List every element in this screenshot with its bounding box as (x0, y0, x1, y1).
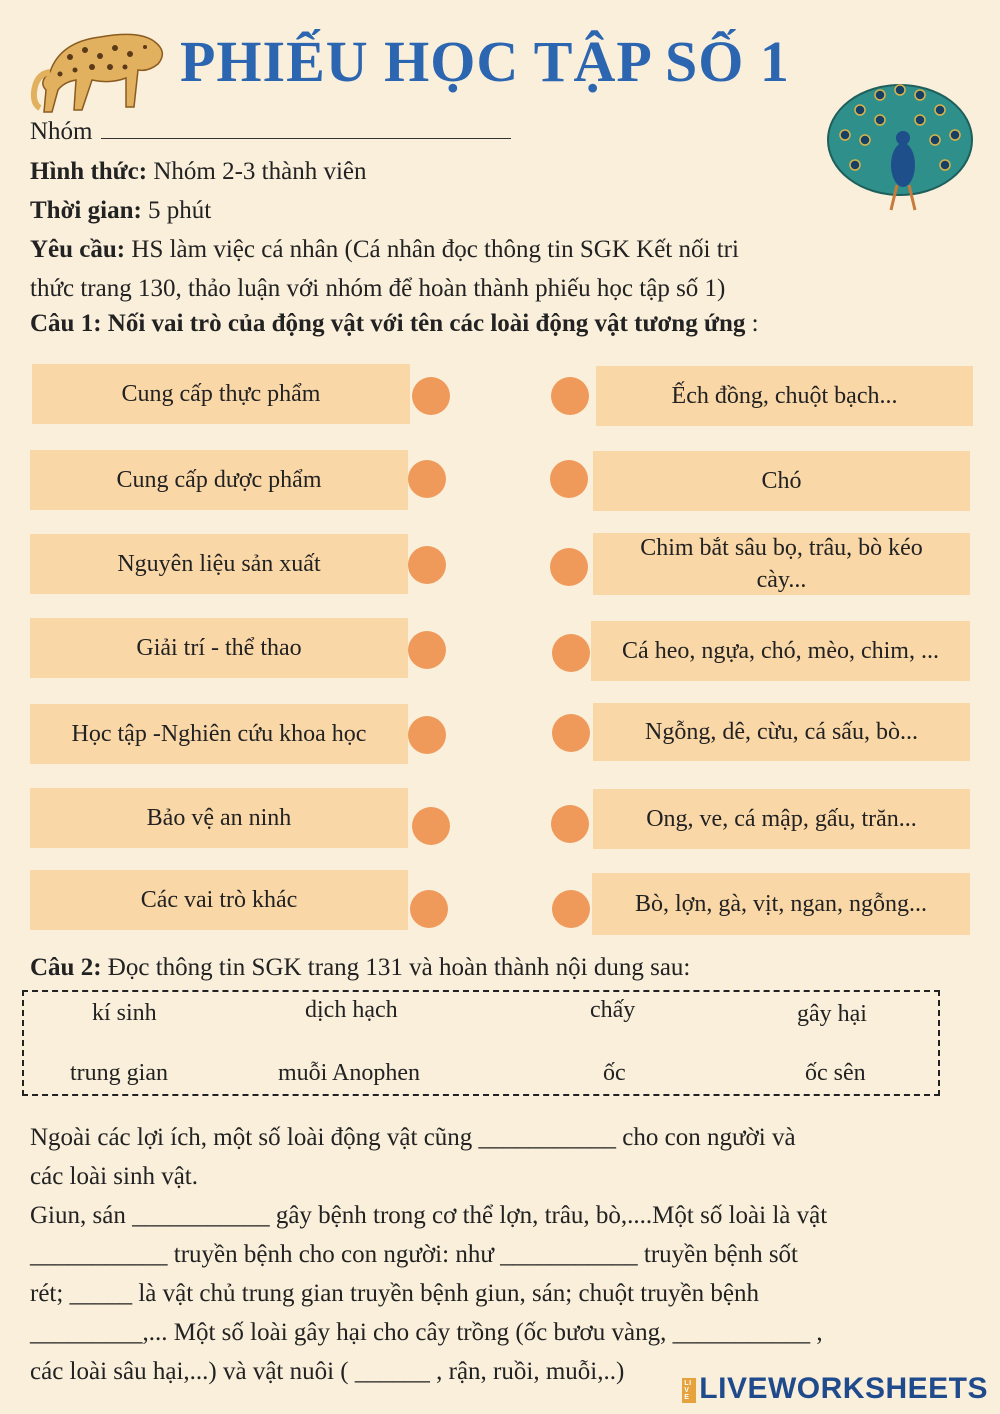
left-item-7[interactable]: Các vai trò khác (30, 870, 408, 930)
page-title: PHIẾU HỌC TẬP SỐ 1 (180, 29, 790, 94)
left-dot-2[interactable] (408, 460, 446, 498)
time-value: 5 phút (141, 197, 212, 224)
requirement-line-2: thức trang 130, thảo luận với nhóm để hoàn thành phiếu học tập số 1) (30, 275, 726, 302)
left-item-5[interactable]: Học tập -Nghiên cứu khoa học (30, 704, 408, 764)
right-dot-5[interactable] (552, 714, 590, 752)
paragraph-line-6: _________,... Một số loài gây hại cho cây trồng (ốc bươu vàng, ___________ , (30, 1319, 823, 1346)
right-dot-2[interactable] (550, 460, 588, 498)
right-dot-6[interactable] (551, 805, 589, 843)
left-dot-1[interactable] (412, 377, 450, 415)
paragraph-line-5: rét; _____ là vật chủ trung gian truyền bệnh giun, sán; chuột truyền bệnh (30, 1280, 759, 1307)
word-oc-sen[interactable]: ốc sên (805, 1060, 866, 1086)
word-ki-sinh[interactable]: kí sinh (92, 1000, 157, 1026)
left-item-6[interactable]: Bảo vệ an ninh (30, 788, 408, 848)
left-item-4[interactable]: Giải trí - thể thao (30, 618, 408, 678)
peacock-illustration (825, 80, 975, 215)
format-value: Nhóm 2-3 thành viên (147, 158, 367, 185)
right-item-2[interactable]: Chó (593, 451, 970, 511)
word-oc[interactable]: ốc (603, 1060, 626, 1086)
left-item-3[interactable]: Nguyên liệu sản xuất (30, 534, 408, 594)
right-item-4[interactable]: Cá heo, ngựa, chó, mèo, chim, ... (591, 621, 970, 681)
requirement-line-1 (30, 236, 739, 264)
paragraph-line-7: các loài sâu hại,...) và vật nuôi ( ______ , rận, ruồi, muỗi,..) (30, 1358, 625, 1385)
right-item-3[interactable]: Chim bắt sâu bọ, trâu, bò kéo cày... (593, 533, 970, 595)
word-trung-gian[interactable]: trung gian (70, 1060, 168, 1086)
right-item-1[interactable]: Ếch đồng, chuột bạch... (596, 366, 973, 426)
left-dot-7[interactable] (410, 890, 448, 928)
word-dich-hach[interactable]: dịch hạch (305, 997, 398, 1023)
group-name-blank[interactable] (101, 120, 511, 139)
question-1-text: Câu 1: Nối vai trò của động vật với tên các loài động vật tương ứng (30, 310, 746, 337)
left-dot-5[interactable] (408, 716, 446, 754)
right-item-5[interactable]: Ngỗng, dê, cừu, cá sấu, bò... (593, 703, 970, 761)
question-2-label: Câu 2: (30, 954, 102, 981)
paragraph-line-2: các loài sinh vật. (30, 1163, 198, 1190)
format-line (30, 158, 367, 186)
group-label: Nhóm (30, 118, 93, 145)
time-label: Thời gian: (30, 197, 142, 224)
time-line (30, 197, 211, 225)
question-1-colon: : (745, 310, 759, 337)
right-dot-7[interactable] (552, 890, 590, 928)
word-gay-hai[interactable]: gây hại (797, 1001, 867, 1027)
paragraph-line-3: Giun, sán ___________ gây bệnh trong cơ thể lợn, trâu, bò,....Một số loài là vật (30, 1202, 828, 1229)
paragraph-line-1: Ngoài các lợi ích, một số loài động vật cũng ___________ cho con người và (30, 1124, 796, 1151)
word-muoi-anophen[interactable]: muỗi Anophen (278, 1060, 420, 1086)
left-item-1[interactable]: Cung cấp thực phẩm (32, 364, 410, 424)
question-2-instruction: Đọc thông tin SGK trang 131 và hoàn thành nội dung sau: (101, 954, 691, 981)
right-dot-3[interactable] (550, 548, 588, 586)
liveworksheets-logo (682, 1372, 988, 1406)
right-item-7[interactable]: Bò, lợn, gà, vịt, ngan, ngỗng... (592, 873, 970, 935)
right-item-6[interactable]: Ong, ve, cá mập, gấu, trăn... (593, 789, 970, 849)
requirement-label: Yêu cầu: (30, 236, 126, 263)
word-chay[interactable]: chấy (590, 997, 636, 1023)
left-dot-4[interactable] (408, 631, 446, 669)
question-1-label (30, 310, 759, 338)
right-dot-1[interactable] (551, 377, 589, 415)
live-badge: LIVE (682, 1378, 696, 1403)
left-dot-3[interactable] (408, 546, 446, 584)
requirement-text-1: HS làm việc cá nhân (Cá nhân đọc thông tin SGK Kết nối tri (125, 236, 739, 263)
group-line (30, 118, 511, 146)
left-item-2[interactable]: Cung cấp dược phẩm (30, 450, 408, 510)
left-dot-6[interactable] (412, 807, 450, 845)
question-2-line (30, 954, 690, 982)
paragraph-line-4: ___________ truyền bệnh cho con người: như ___________ truyền bệnh sốt (30, 1241, 799, 1268)
right-dot-4[interactable] (552, 634, 590, 672)
brand-text: LIVEWORKSHEETS (699, 1372, 988, 1405)
leopard-illustration (30, 12, 170, 117)
format-label: Hình thức: (30, 158, 148, 185)
